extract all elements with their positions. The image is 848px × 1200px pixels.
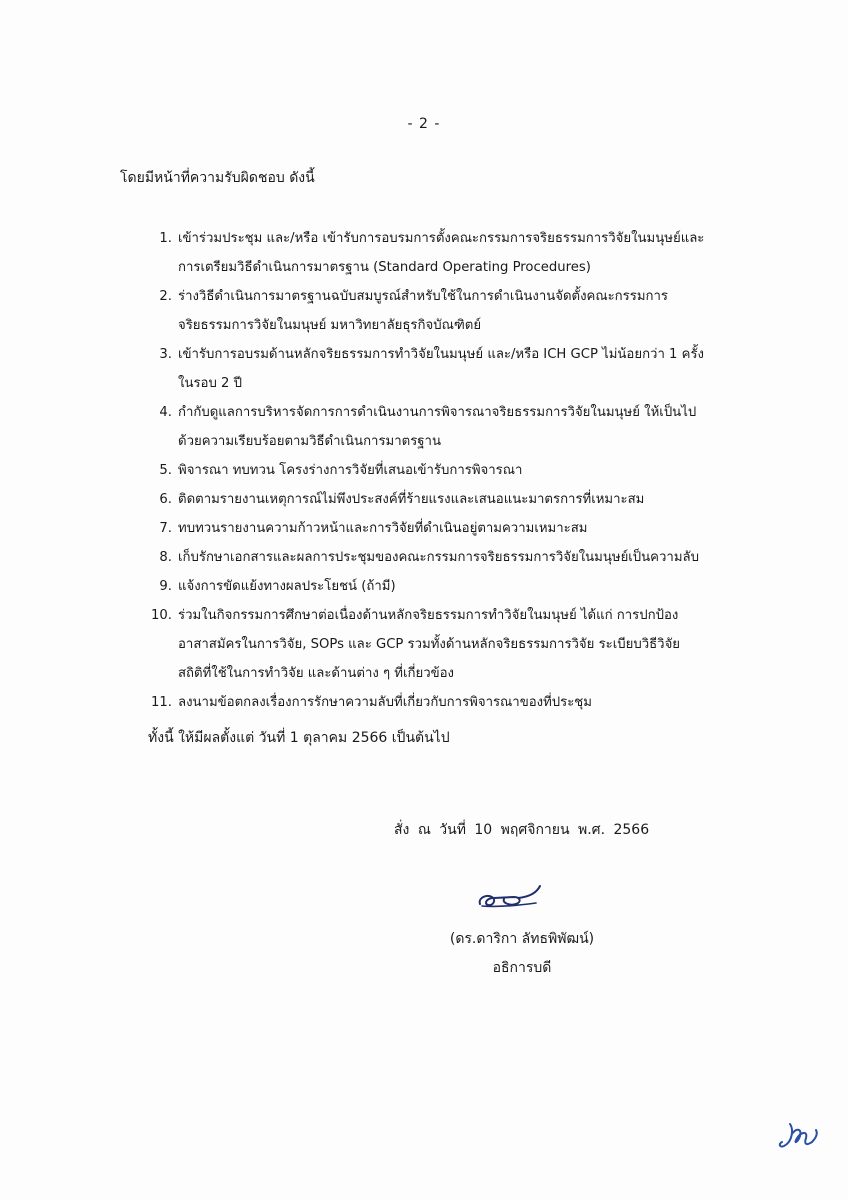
duty-number: 6. bbox=[159, 492, 172, 507]
signer-title: อธิการบดี bbox=[492, 960, 552, 976]
duty-text: เข้าร่วมประชุม และ/หรือ เข้ารับการอบรมการตั้งคณะกรรมการจริยธรรมการวิจัยในมนุษย์และการเตรียมวิธีดำเนินการมาตรฐาน (Standard Operating Procedures) bbox=[178, 231, 705, 275]
duty-item bbox=[148, 688, 708, 717]
duty-text: กำกับดูแลการบริหารจัดการการดำเนินงานการพิจารณาจริยธรรมการวิจัยในมนุษย์ ให้เป็นไปด้วยความเรียบร้อยตามวิธีดำเนินการมาตรฐาน bbox=[178, 405, 697, 449]
duty-text: ร่วมในกิจกรรมการศึกษาต่อเนื่องด้านหลักจริยธรรมการทำวิจัยในมนุษย์ ได้แก่ การปกป้องอาสาสมัครในการวิจัย, SOPs และ GCP รวมทั้งด้านหลักจริยธรรมการวิจัย ระเบียบวิธีวิจัย สถิติที่ใช้ในการทำวิจัย และด้านต่าง ๆ ที่เกี่ยวข้อง bbox=[178, 608, 681, 681]
duty-number: 9. bbox=[159, 579, 172, 594]
duty-text: ติดตามรายงานเหตุการณ์ไม่พึงประสงค์ที่ร้ายแรงและเสนอแนะมาตรการที่เหมาะสม bbox=[178, 492, 645, 507]
initials-mark bbox=[776, 1120, 820, 1152]
duty-number: 1. bbox=[159, 231, 172, 246]
duty-item bbox=[148, 572, 708, 601]
duties-list bbox=[148, 224, 708, 717]
order-date-text: สั่ง ณ วันที่ 10 พฤศจิกายน พ.ศ. 2566 bbox=[394, 822, 650, 838]
duty-item bbox=[148, 398, 708, 456]
duty-number: 7. bbox=[159, 521, 172, 536]
duty-text: ร่างวิธีดำเนินการมาตรฐานฉบับสมบูรณ์สำหรับใช้ในการดำเนินงานจัดตั้งคณะกรรมการจริยธรรมการวิจัยในมนุษย์ มหาวิทยาลัยธุรกิจบัณฑิตย์ bbox=[178, 289, 668, 333]
duty-text: เก็บรักษาเอกสารและผลการประชุมของคณะกรรมการจริยธรรมการวิจัยในมนุษย์เป็นความลับ bbox=[178, 550, 699, 565]
duty-number: 5. bbox=[159, 463, 172, 478]
duty-text: ลงนามข้อตกลงเรื่องการรักษาความลับที่เกี่ยวกับการพิจารณาของที่ประชุม bbox=[178, 695, 592, 710]
signer-name: (ดร.ดาริกา ลัทธพิพัฒน์) bbox=[449, 931, 595, 947]
duty-item bbox=[148, 340, 708, 398]
duty-item bbox=[148, 543, 708, 572]
duty-item bbox=[148, 282, 708, 340]
duty-number: 10. bbox=[151, 608, 172, 623]
duty-item bbox=[148, 514, 708, 543]
duty-text: ทบทวนรายงานความก้าวหน้าและการวิจัยที่ดำเนินอยู่ตามความเหมาะสม bbox=[178, 521, 588, 536]
duty-number: 11. bbox=[151, 695, 172, 710]
duty-text: เข้ารับการอบรมด้านหลักจริยธรรมการทำวิจัยในมนุษย์ และ/หรือ ICH GCP ไม่น้อยกว่า 1 ครั้งในรอบ 2 ปี bbox=[178, 347, 704, 391]
signature-image bbox=[474, 876, 546, 916]
page-number: - 2 - bbox=[407, 116, 441, 132]
duty-item bbox=[148, 601, 708, 688]
duty-text: แจ้งการขัดแย้งทางผลประโยชน์ (ถ้ามี) bbox=[178, 579, 396, 594]
duty-number: 8. bbox=[159, 550, 172, 565]
duty-item bbox=[148, 224, 708, 282]
duty-number: 2. bbox=[159, 289, 172, 304]
effective-date-text: ทั้งนี้ ให้มีผลตั้งแต่ วันที่ 1 ตุลาคม 2566 เป็นต้นไป bbox=[148, 730, 450, 746]
duty-item bbox=[148, 485, 708, 514]
duty-item bbox=[148, 456, 708, 485]
duty-text: พิจารณา ทบทวน โครงร่างการวิจัยที่เสนอเข้ารับการพิจารณา bbox=[178, 463, 523, 478]
intro-text: โดยมีหน้าที่ความรับผิดชอบ ดังนี้ bbox=[120, 170, 315, 186]
duty-number: 3. bbox=[159, 347, 172, 362]
duty-number: 4. bbox=[159, 405, 172, 420]
